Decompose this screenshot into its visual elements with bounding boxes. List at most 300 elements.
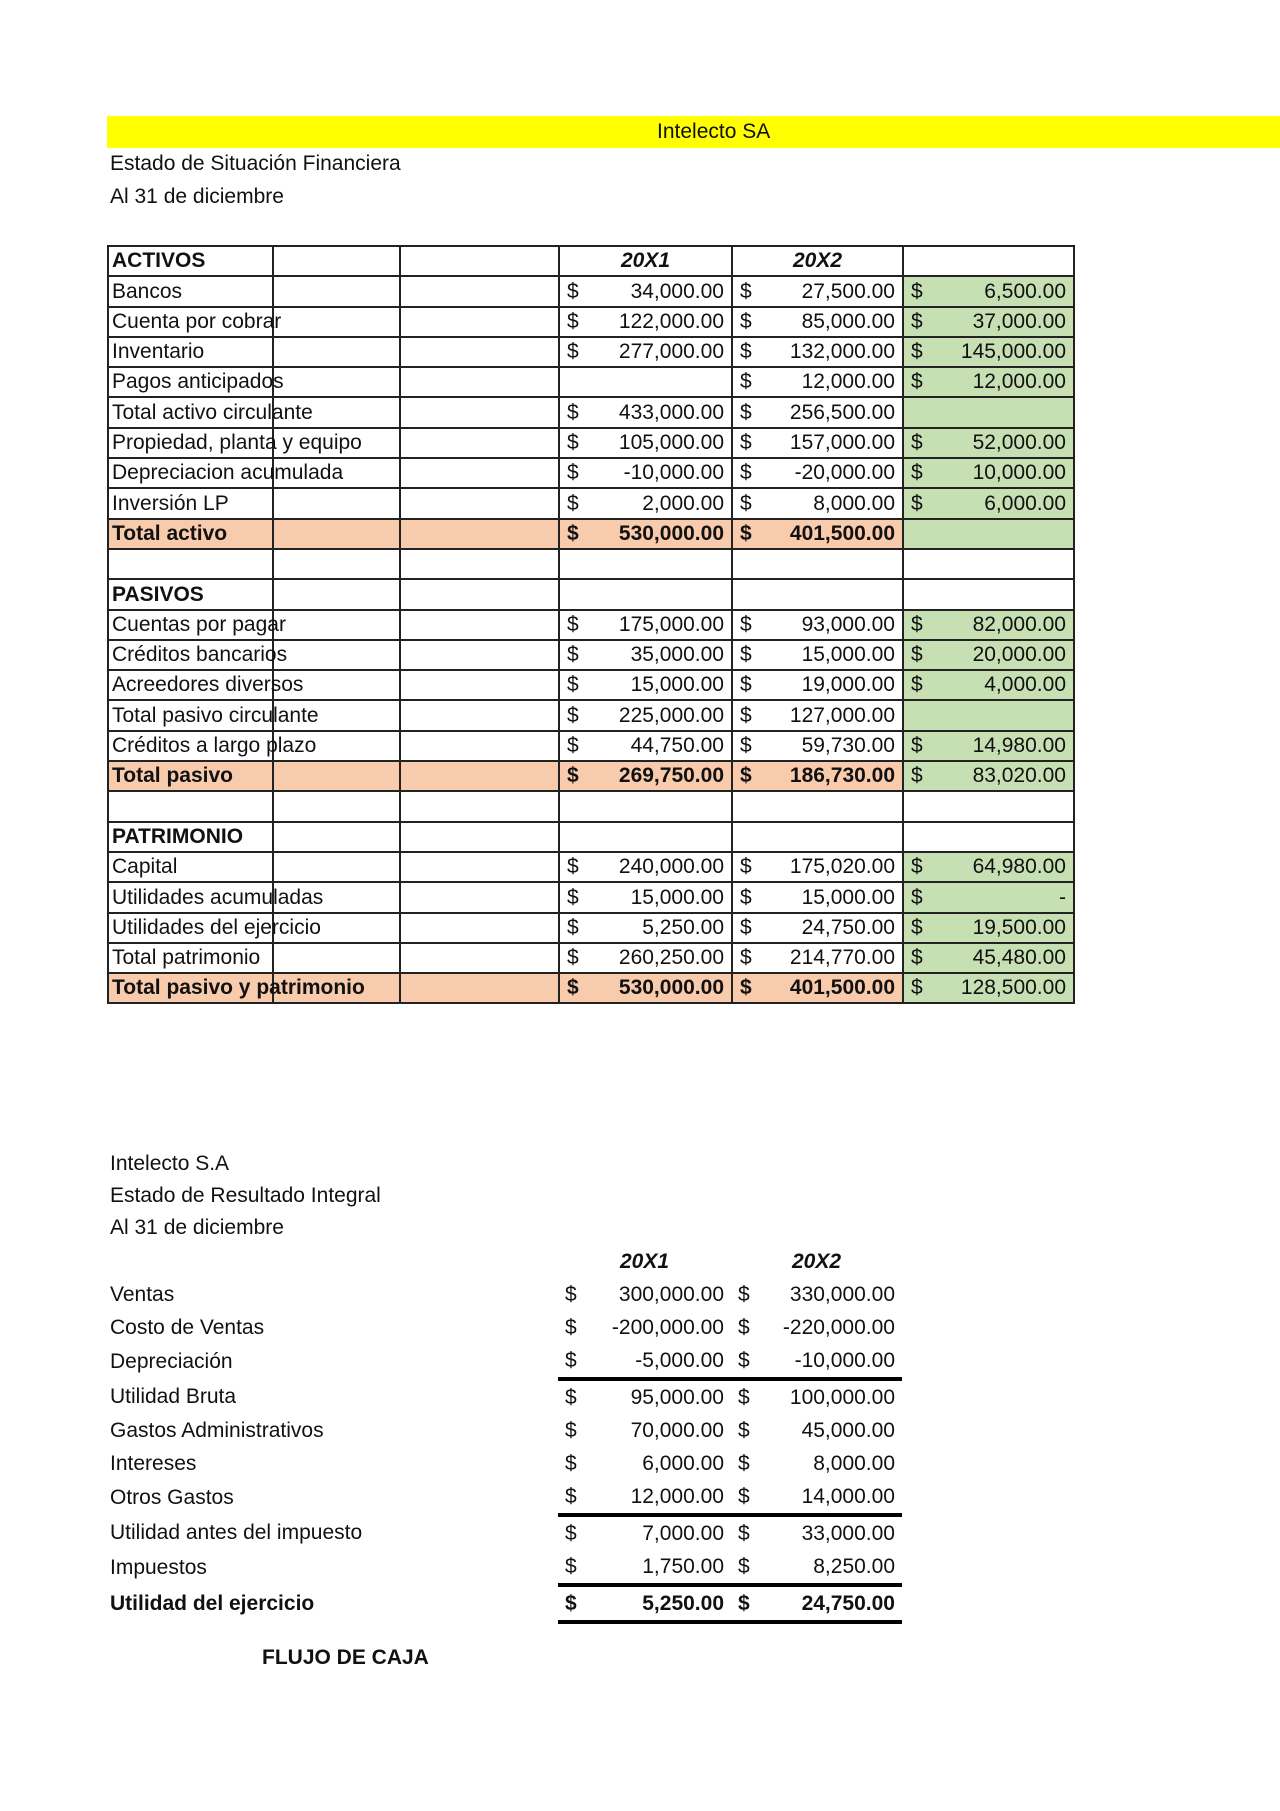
amount-20x1-cell	[558, 1515, 731, 1550]
balance-sheet-date: Al 31 de diciembre	[110, 185, 284, 208]
currency-symbol: $	[738, 1522, 750, 1545]
row-label	[108, 700, 319, 730]
empty-cell	[400, 549, 559, 579]
amount-20x1-cell	[559, 488, 732, 518]
currency-symbol: $	[911, 370, 923, 394]
income-statement-date: Al 31 de diciembre	[110, 1216, 284, 1239]
currency-symbol: $	[911, 946, 923, 970]
amount-20x1-cell	[559, 882, 732, 912]
variation-cell	[903, 852, 1074, 882]
amount-20x1-cell	[559, 913, 732, 943]
row-label	[108, 761, 273, 791]
amount-20x1-cell	[559, 731, 732, 761]
currency-symbol: $	[567, 764, 579, 788]
row-label-text: Bancos	[112, 279, 183, 303]
table-row	[108, 610, 1074, 640]
empty-cell	[400, 458, 559, 488]
currency-symbol: $	[567, 279, 579, 303]
currency-symbol: $	[565, 1283, 577, 1306]
amount: 15,000.00	[801, 643, 895, 667]
currency-symbol: $	[565, 1386, 577, 1409]
currency-symbol: $	[567, 431, 579, 455]
variation-cell	[903, 337, 1074, 367]
amount: 27,500.00	[801, 279, 895, 303]
currency-symbol: $	[911, 612, 923, 636]
amount-20x1-cell	[559, 276, 732, 306]
currency-symbol: $	[567, 643, 579, 667]
currency-symbol: $	[911, 491, 923, 515]
table-row	[108, 731, 1074, 761]
amount-20x1-cell	[559, 549, 732, 579]
amount-20x1-cell	[558, 1344, 731, 1379]
amount: -220,000.00	[782, 1316, 895, 1339]
row-label	[108, 276, 273, 306]
amount-20x1-cell	[559, 791, 732, 821]
table-row	[107, 1278, 902, 1311]
currency-symbol: $	[740, 734, 752, 758]
currency-symbol: $	[565, 1419, 577, 1442]
empty-cell	[400, 610, 559, 640]
amount-20x1-cell	[559, 397, 732, 427]
amount-20x2-cell	[732, 913, 903, 943]
balance-sheet-header-row	[108, 246, 1074, 276]
amount-20x1-cell	[558, 1480, 731, 1515]
currency-symbol: $	[740, 340, 752, 364]
row-label: Utilidad Bruta	[110, 1385, 237, 1408]
variation-cell	[903, 640, 1074, 670]
table-row	[108, 488, 1074, 518]
empty-cell	[273, 761, 400, 791]
column-header-variation	[903, 246, 1074, 276]
empty-cell	[400, 337, 559, 367]
amount: 105,000.00	[618, 431, 724, 455]
balance-sheet-title: Estado de Situación Financiera	[110, 152, 401, 175]
income-statement-header-row	[107, 1245, 902, 1278]
currency-symbol: $	[740, 521, 752, 545]
amount: 34,000.00	[630, 279, 724, 303]
balance-sheet-table	[107, 245, 1075, 1004]
amount: 214,770.00	[789, 946, 895, 970]
table-row	[108, 276, 1074, 306]
row-label-text: Créditos bancarios	[112, 643, 288, 667]
row-label-text: Total pasivo circulante	[112, 703, 319, 727]
row-label	[108, 670, 304, 700]
empty-cell	[273, 852, 400, 882]
empty-cell	[273, 610, 400, 640]
row-label-text: Utilidades acumuladas	[112, 885, 324, 909]
currency-symbol: $	[567, 400, 579, 424]
empty-cell	[273, 488, 400, 518]
row-label	[108, 852, 273, 882]
currency-symbol: $	[567, 976, 579, 1000]
variation-cell	[903, 519, 1074, 549]
currency-symbol: $	[740, 431, 752, 455]
table-row	[108, 397, 1074, 427]
empty-cell	[400, 428, 559, 458]
row-label-text: Total pasivo	[112, 764, 233, 788]
amount-20x2-cell	[732, 549, 903, 579]
currency-symbol: $	[565, 1522, 577, 1545]
amount: 5,250.00	[642, 915, 724, 939]
amount-20x2-cell	[732, 700, 903, 730]
amount: 4,000.00	[984, 673, 1066, 697]
currency-symbol: $	[738, 1316, 750, 1339]
blank-row	[108, 791, 1074, 821]
empty-cell	[400, 791, 559, 821]
amount: 12,000.00	[972, 370, 1066, 394]
amount: 401,500.00	[789, 521, 895, 545]
amount: 24,750.00	[801, 1592, 895, 1615]
empty-cell	[400, 307, 559, 337]
variation-cell	[903, 670, 1074, 700]
amount-20x1-cell	[559, 367, 732, 397]
currency-symbol: $	[911, 915, 923, 939]
amount-20x1-cell	[559, 428, 732, 458]
currency-symbol: $	[911, 340, 923, 364]
currency-symbol: $	[911, 279, 923, 303]
row-label-text: PASIVOS	[112, 582, 204, 606]
table-row	[108, 913, 1074, 943]
empty-cell	[273, 246, 400, 276]
amount: 175,020.00	[789, 855, 895, 879]
amount-20x1-cell	[559, 307, 732, 337]
table-row	[107, 1447, 902, 1480]
row-label	[108, 882, 324, 912]
variation-cell	[903, 307, 1074, 337]
amount-20x1-cell	[559, 610, 732, 640]
amount: 1,750.00	[642, 1555, 724, 1578]
empty-cell	[273, 367, 400, 397]
currency-symbol: $	[567, 855, 579, 879]
amount: 14,000.00	[801, 1485, 895, 1508]
amount: 37,000.00	[972, 309, 1066, 333]
amount: -5,000.00	[635, 1349, 724, 1372]
amount: 186,730.00	[789, 764, 895, 788]
empty-cell	[400, 761, 559, 791]
blank-row	[108, 549, 1074, 579]
amount: 95,000.00	[630, 1386, 724, 1409]
amount: 93,000.00	[801, 612, 895, 636]
row-label	[108, 579, 273, 609]
empty-cell	[400, 731, 559, 761]
currency-symbol: $	[567, 915, 579, 939]
row-label	[108, 610, 286, 640]
row-label-text: Pagos anticipados	[112, 370, 284, 394]
row-label-text: Total pasivo y patrimonio	[112, 976, 365, 1000]
amount-20x2-cell	[732, 761, 903, 791]
amount-20x1-cell	[559, 458, 732, 488]
empty-cell	[273, 640, 400, 670]
income-statement-company: Intelecto S.A	[110, 1152, 230, 1175]
empty-cell	[400, 246, 559, 276]
variation-cell	[903, 761, 1074, 791]
total-row	[108, 761, 1074, 791]
empty-cell	[273, 791, 400, 821]
amount: 132,000.00	[789, 340, 895, 364]
currency-symbol: $	[740, 400, 752, 424]
amount-20x2-cell	[731, 1550, 902, 1585]
row-label-text: Total activo	[112, 521, 228, 545]
column-header-20x1: 20X1	[619, 1250, 670, 1273]
row-label	[108, 519, 273, 549]
row-label	[108, 791, 273, 821]
amount-20x2-cell	[731, 1585, 902, 1622]
currency-symbol: $	[911, 673, 923, 697]
currency-symbol: $	[740, 461, 752, 485]
amount: 33,000.00	[801, 1522, 895, 1545]
amount-20x2-cell	[732, 276, 903, 306]
currency-symbol: $	[740, 915, 752, 939]
amount: 19,500.00	[972, 915, 1066, 939]
amount: 8,000.00	[813, 491, 895, 515]
table-row	[107, 1515, 902, 1550]
amount-20x2-cell	[732, 791, 903, 821]
table-row	[108, 943, 1074, 973]
row-label-text: Inversión LP	[112, 491, 229, 515]
row-label	[108, 943, 273, 973]
amount-20x2-cell	[732, 731, 903, 761]
table-row	[107, 1414, 902, 1447]
amount-20x2-cell	[731, 1278, 902, 1311]
amount-20x1-cell	[559, 943, 732, 973]
variation-cell	[903, 791, 1074, 821]
row-label-text: Créditos a largo plazo	[112, 734, 317, 758]
currency-symbol: $	[567, 734, 579, 758]
amount-20x1-cell	[558, 1311, 731, 1344]
currency-symbol: $	[740, 612, 752, 636]
amount: -200,000.00	[611, 1316, 724, 1339]
row-label: Utilidad del ejercicio	[110, 1592, 315, 1615]
variation-cell	[903, 276, 1074, 306]
row-label	[108, 549, 273, 579]
empty-cell	[273, 549, 400, 579]
row-label	[108, 640, 288, 670]
empty-cell	[273, 276, 400, 306]
amount: 240,000.00	[618, 855, 724, 879]
amount-20x2-cell	[732, 519, 903, 549]
amount-20x2-cell	[732, 882, 903, 912]
empty-cell	[400, 943, 559, 973]
row-label-text: Total activo circulante	[112, 400, 313, 424]
currency-symbol: $	[565, 1555, 577, 1578]
currency-symbol: $	[567, 885, 579, 909]
currency-symbol: $	[911, 309, 923, 333]
amount-20x1-cell	[559, 579, 732, 609]
variation-cell	[903, 428, 1074, 458]
amount: 45,000.00	[801, 1419, 895, 1442]
total-row	[108, 973, 1074, 1003]
empty-cell	[273, 579, 400, 609]
amount: 59,730.00	[801, 734, 895, 758]
amount: 64,980.00	[972, 855, 1066, 879]
amount: 175,000.00	[618, 612, 724, 636]
currency-symbol: $	[740, 643, 752, 667]
row-label: Intereses	[110, 1452, 197, 1475]
column-header-20x2: 20X2	[732, 246, 903, 276]
amount-20x2-cell	[732, 943, 903, 973]
row-label	[108, 822, 273, 852]
variation-cell	[903, 488, 1074, 518]
variation-cell	[903, 397, 1074, 427]
currency-symbol: $	[740, 946, 752, 970]
row-label-text: Utilidades del ejercicio	[112, 915, 321, 939]
currency-symbol: $	[911, 734, 923, 758]
currency-symbol: $	[738, 1349, 750, 1372]
empty-cell	[400, 367, 559, 397]
section-row	[108, 822, 1074, 852]
amount: 6,500.00	[984, 279, 1066, 303]
amount-20x2-cell	[731, 1480, 902, 1515]
amount: 19,000.00	[801, 673, 895, 697]
row-label-text: Propiedad, planta y equipo	[112, 431, 362, 455]
currency-symbol: $	[911, 976, 923, 1000]
amount: 15,000.00	[801, 885, 895, 909]
amount: -10,000.00	[794, 1349, 895, 1372]
variation-cell	[903, 579, 1074, 609]
amount-20x2-cell	[732, 488, 903, 518]
amount-20x2-cell	[731, 1344, 902, 1379]
table-row	[108, 670, 1074, 700]
amount-20x1-cell	[558, 1585, 731, 1622]
empty-cell	[400, 913, 559, 943]
amount-20x1-cell	[558, 1414, 731, 1447]
amount-20x2-cell	[732, 822, 903, 852]
table-row	[108, 458, 1074, 488]
currency-symbol: $	[565, 1349, 577, 1372]
amount-20x1-cell	[558, 1550, 731, 1585]
amount-20x2-cell	[732, 337, 903, 367]
amount-20x2-cell	[731, 1379, 902, 1414]
amount: 8,000.00	[813, 1452, 895, 1475]
amount-20x2-cell	[732, 579, 903, 609]
amount: 145,000.00	[960, 340, 1066, 364]
row-label: Depreciación	[110, 1350, 233, 1373]
variation-cell	[903, 882, 1074, 912]
amount: 260,250.00	[618, 946, 724, 970]
currency-symbol: $	[738, 1592, 750, 1615]
amount: 15,000.00	[630, 885, 724, 909]
amount: 44,750.00	[630, 734, 724, 758]
row-label	[108, 307, 282, 337]
currency-symbol: $	[567, 491, 579, 515]
empty-cell	[273, 337, 400, 367]
variation-cell	[903, 458, 1074, 488]
empty-cell	[107, 1245, 558, 1278]
amount-20x1-cell	[559, 973, 732, 1003]
empty-cell	[400, 397, 559, 427]
currency-symbol: $	[565, 1485, 577, 1508]
currency-symbol: $	[740, 703, 752, 727]
amount: 45,480.00	[972, 946, 1066, 970]
variation-cell	[903, 822, 1074, 852]
column-header-20x2: 20X2	[791, 1250, 842, 1273]
currency-symbol: $	[565, 1592, 577, 1615]
amount-20x2-cell	[732, 428, 903, 458]
currency-symbol: $	[911, 431, 923, 455]
amount: 52,000.00	[972, 431, 1066, 455]
currency-symbol: $	[565, 1316, 577, 1339]
variation-cell	[903, 367, 1074, 397]
cash-flow-title: FLUJO DE CAJA	[262, 1646, 429, 1669]
empty-cell	[273, 822, 400, 852]
currency-symbol: $	[567, 461, 579, 485]
table-row	[108, 700, 1074, 730]
amount: 157,000.00	[789, 431, 895, 455]
amount: 100,000.00	[789, 1386, 895, 1409]
table-row	[108, 337, 1074, 367]
amount: 14,980.00	[972, 734, 1066, 758]
currency-symbol: $	[567, 340, 579, 364]
amount-20x2-cell	[732, 307, 903, 337]
variation-cell	[903, 973, 1074, 1003]
currency-symbol: $	[567, 612, 579, 636]
row-label-text: Cuentas por pagar	[112, 612, 286, 636]
amount: 24,750.00	[801, 915, 895, 939]
amount-20x2-cell	[732, 397, 903, 427]
row-label	[108, 397, 313, 427]
row-label: Impuestos	[110, 1556, 207, 1579]
amount-20x1-cell	[558, 1379, 731, 1414]
row-label	[108, 731, 317, 761]
row-label: Gastos Administrativos	[110, 1419, 324, 1442]
currency-symbol: $	[567, 673, 579, 697]
amount: 122,000.00	[618, 309, 724, 333]
amount: 256,500.00	[789, 400, 895, 424]
amount: 128,500.00	[960, 976, 1066, 1000]
variation-cell	[903, 549, 1074, 579]
currency-symbol: $	[738, 1452, 750, 1475]
table-row	[108, 428, 1074, 458]
amount: 530,000.00	[618, 976, 724, 1000]
amount-20x1-cell	[559, 852, 732, 882]
amount-20x2-cell	[731, 1515, 902, 1550]
amount-20x1-cell	[559, 640, 732, 670]
empty-cell	[400, 519, 559, 549]
row-label: Costo de Ventas	[110, 1316, 265, 1339]
currency-symbol: $	[567, 309, 579, 333]
currency-symbol: $	[740, 855, 752, 879]
empty-cell	[273, 943, 400, 973]
amount: 6,000.00	[642, 1452, 724, 1475]
currency-symbol: $	[740, 764, 752, 788]
amount-20x1-cell	[559, 337, 732, 367]
empty-cell	[400, 700, 559, 730]
row-label	[108, 488, 273, 518]
table-row	[107, 1311, 902, 1344]
total-row	[108, 519, 1074, 549]
column-header-20x1: 20X1	[559, 246, 732, 276]
table-row	[108, 640, 1074, 670]
section-label	[108, 246, 273, 276]
amount: 12,000.00	[630, 1485, 724, 1508]
table-row	[108, 367, 1074, 397]
amount: -	[1059, 885, 1066, 909]
table-row	[107, 1379, 902, 1414]
company-name: Intelecto SA	[657, 120, 771, 143]
amount: 5,250.00	[642, 1592, 724, 1615]
amount: 8,250.00	[813, 1555, 895, 1578]
currency-symbol: $	[565, 1452, 577, 1475]
variation-cell	[903, 913, 1074, 943]
table-row	[107, 1480, 902, 1515]
amount-20x1-cell	[559, 519, 732, 549]
variation-cell	[903, 610, 1074, 640]
amount: 330,000.00	[789, 1283, 895, 1306]
table-row	[108, 852, 1074, 882]
empty-cell	[400, 973, 559, 1003]
currency-symbol: $	[740, 491, 752, 515]
row-label	[108, 428, 362, 458]
